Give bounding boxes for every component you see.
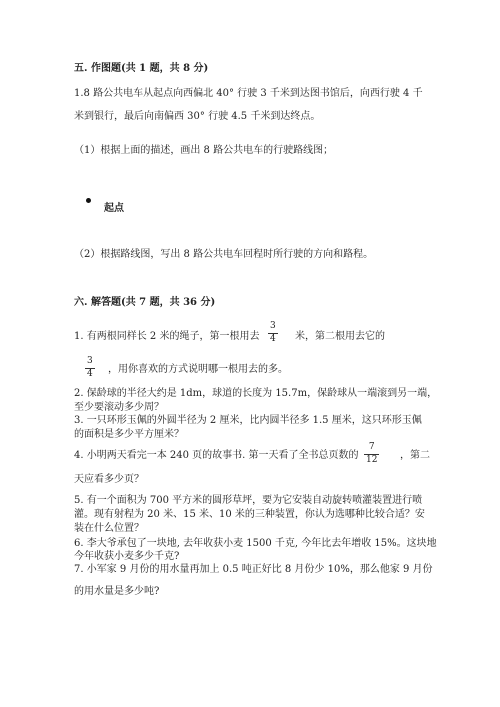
s5-q1-line2: 米到银行，最后向南偏西 30° 行驶 4.5 千米到达终点。 [74,111,321,122]
s6-q4-text-a: 4. 小明两天看完一本 240 页的故事书. 第一天看了全书总页数的 [74,450,359,461]
s6-q5-line2: 灌。现有射程为 20 米、15 米、10 米的三种装置，你认为选哪种比较合适？安 [74,509,425,520]
s6-q1-text-a: 1. 有两根同样长 2 米的绳子，第一根用去 [74,331,260,342]
fraction-numerator: 3 [270,321,276,331]
s6-q1-fraction-1 [268,322,278,345]
fraction-denominator: 12 [366,454,378,465]
s5-q1-part2: （2）根据路线图，写出 8 路公共电车回程时所行驶的方向和路程。 [74,249,374,260]
start-point-dot [86,198,91,203]
s6-q4-line2: 天应看多少页？ [74,474,144,485]
s6-q6-line1: 6. 李大爷承包了一块地, 去年收获小麦 1500 千克, 今年比去年增收 15%。这块地 [74,538,437,549]
s5-q1-part1: （1）根据上面的描述，画出 8 路公共电车的行驶路线图； [74,145,334,156]
s6-q2-line2: 至少要滚动多少周？ [74,402,164,413]
s6-q2-line1: 2. 保龄球的半径大约是 1dm，球道的长度为 15.7m，保龄球从一端滚到另一端， [74,388,438,399]
fraction-denominator: 4 [270,333,276,344]
s6-q1-fraction-2 [85,357,95,380]
s6-q7-line1: 7. 小军家 9 月份的用水量再加上 0.5 吨正好比 8 月份少 10%，那么他家 9 月份 [74,564,433,575]
start-point-label: 起点 [104,203,124,214]
s6-q1-text-c: ，用你喜欢的方式说明哪一根用去的多。 [108,364,288,375]
fraction-numerator: 3 [87,356,93,366]
s6-q5-line1: 5. 有一个面积为 700 平方米的圆形草坪，要为它安装自动旋转喷灌装置进行喷 [74,495,423,506]
s6-q7-line2: 的用水量是多少吨? [74,586,160,597]
fraction-denominator: 4 [87,368,93,379]
s6-q3-line2: 的面积是多少平方厘米？ [74,429,184,440]
s6-q1-text-b: 米，第二根用去它的 [295,331,385,342]
s6-q5-line3: 装在什么位置？ [74,523,144,534]
fraction-numerator: 7 [368,442,375,452]
section-6-heading: 六. 解答题(共 7 题，共 36 分) [74,297,216,308]
s6-q3-line1: 3. 一只环形玉佩的外圆半径为 2 厘米，比内圆半径多 1.5 厘米，这只环形玉佩 [74,415,422,426]
s6-q4-text-b: ，第二 [400,450,430,461]
s6-q4-fraction [364,443,379,466]
s5-q1-line1: 1.8 路公共电车从起点向西偏北 40° 行驶 3 千米到达图书馆后，向西行驶 4 千 [74,88,423,99]
s6-q6-line2: 今年收获小麦多少千克? [74,551,180,562]
section-5-heading: 五. 作图题(共 1 题，共 8 分) [74,63,209,74]
